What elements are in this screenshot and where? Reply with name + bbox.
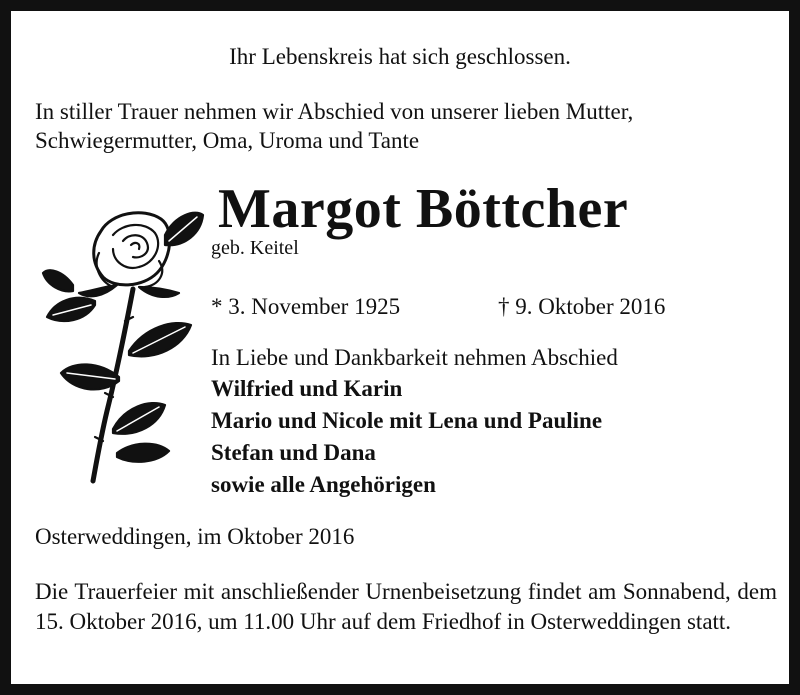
maiden-name: geb. Keitel [211,237,299,259]
motto: Ihr Lebenskreis hat sich geschlossen. [229,44,571,69]
mourner-2: Mario und Nicole mit Lena und Pauline [211,408,603,433]
place-date: Osterweddingen, im Oktober 2016 [35,524,355,549]
birth-date: * 3. November 1925 [211,294,401,319]
farewell-intro: In Liebe und Dankbarkeit nehmen Abschied [211,345,618,370]
intro-line-1: In stiller Trauer nehmen wir Abschied von unserer lieben Mutter, [35,99,634,124]
mourner-1: Wilfried und Karin [211,376,403,401]
deceased-name: Margot Böttcher [218,178,629,240]
funeral-info: Die Trauerfeier mit anschließender Urnenbeisetzung findet am Sonnabend, dem 15. Oktober 2016, um 11.00 Uhr auf dem Friedhof in Osterweddingen statt. [35,579,777,634]
death-date: † 9. Oktober 2016 [498,294,666,319]
mourner-3: Stefan und Dana [211,440,376,465]
intro-line-2: Schwiegermutter, Oma, Uroma und Tante [35,128,420,153]
mourner-4: sowie alle Angehörigen [211,472,436,497]
rose-icon [33,201,213,486]
